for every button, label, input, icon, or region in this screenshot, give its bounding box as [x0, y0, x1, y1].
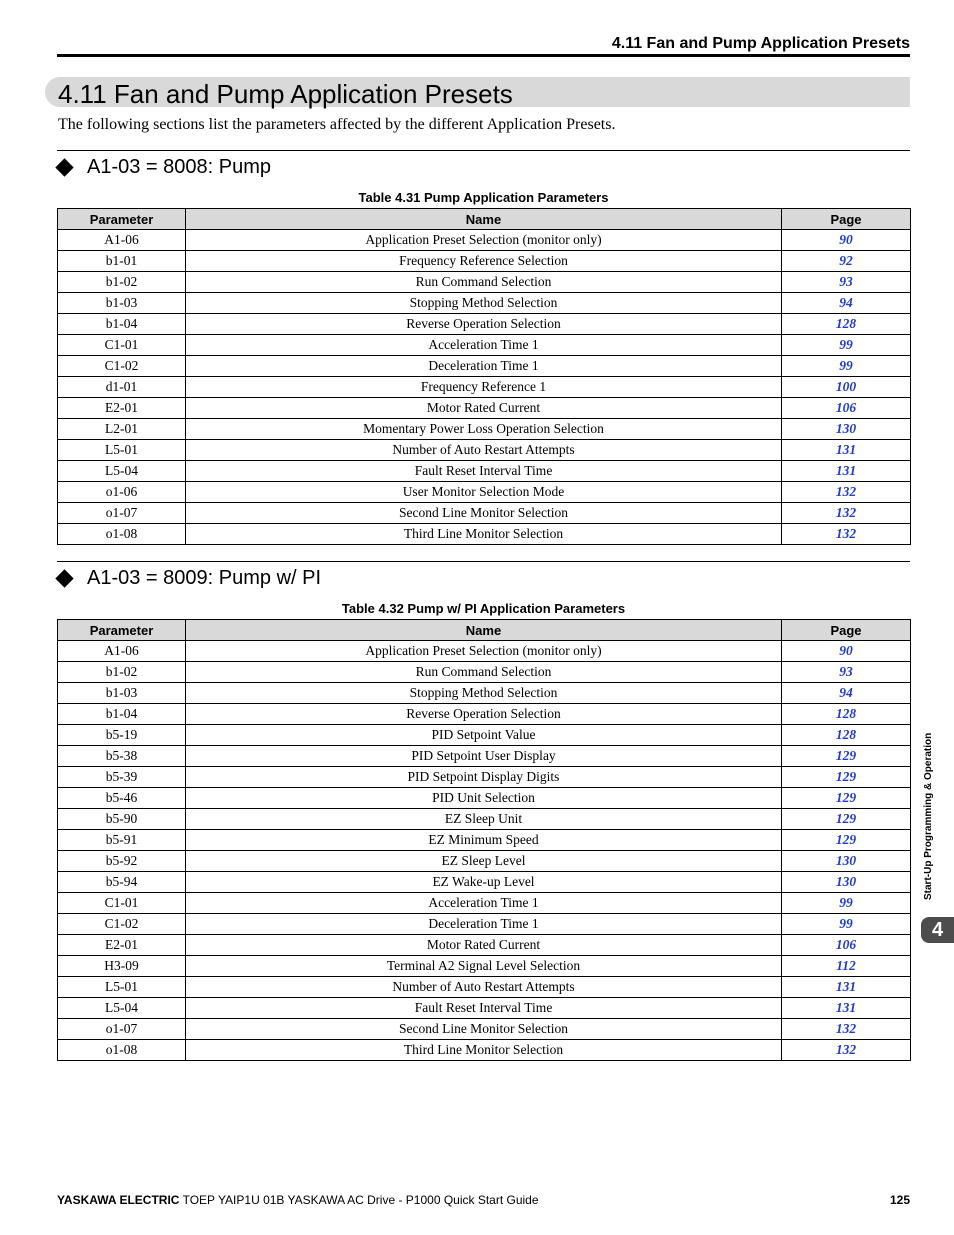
- page-link[interactable]: 132: [782, 1040, 911, 1061]
- column-header-name: Name: [186, 620, 782, 641]
- section-rule-pump-pi: [57, 561, 910, 562]
- subheading-pump-text: A1-03 = 8008: Pump: [87, 156, 272, 178]
- name-cell: Motor Rated Current: [186, 398, 782, 419]
- table-row: [58, 956, 911, 977]
- parameter-cell: o1-06: [58, 482, 186, 503]
- parameter-cell: b1-02: [58, 662, 186, 683]
- page-link[interactable]: 94: [782, 293, 911, 314]
- parameter-cell: b5-46: [58, 788, 186, 809]
- table-header-row: [58, 209, 911, 230]
- table-row: [58, 830, 911, 851]
- page-link[interactable]: 131: [782, 998, 911, 1019]
- name-cell: Motor Rated Current: [186, 935, 782, 956]
- subheading-pump-pi-text: A1-03 = 8009: Pump w/ PI: [87, 567, 322, 589]
- header-rule: [57, 54, 910, 57]
- page-link[interactable]: 99: [782, 335, 911, 356]
- table-row: [58, 1040, 911, 1061]
- parameter-cell: C1-02: [58, 356, 186, 377]
- name-cell: Application Preset Selection (monitor only): [186, 641, 782, 662]
- parameter-cell: o1-07: [58, 1019, 186, 1040]
- page-link[interactable]: 112: [782, 956, 911, 977]
- name-cell: Deceleration Time 1: [186, 356, 782, 377]
- table-row: [58, 251, 911, 272]
- name-cell: Third Line Monitor Selection: [186, 1040, 782, 1061]
- page-link[interactable]: 129: [782, 767, 911, 788]
- parameter-cell: b5-19: [58, 725, 186, 746]
- page-link[interactable]: 130: [782, 419, 911, 440]
- table-row: [58, 503, 911, 524]
- table-row: [58, 641, 911, 662]
- parameter-cell: o1-07: [58, 503, 186, 524]
- table-row: [58, 893, 911, 914]
- parameter-cell: o1-08: [58, 524, 186, 545]
- page-link[interactable]: 129: [782, 830, 911, 851]
- table-row: [58, 524, 911, 545]
- name-cell: Deceleration Time 1: [186, 914, 782, 935]
- page-link[interactable]: 92: [782, 251, 911, 272]
- page-link[interactable]: 131: [782, 440, 911, 461]
- diamond-bullet-icon: [55, 158, 73, 176]
- footer-doc-title: TOEP YAIP1U 01B YASKAWA AC Drive - P1000 Quick Start Guide: [179, 1193, 539, 1207]
- page-link[interactable]: 106: [782, 398, 911, 419]
- table-row: [58, 851, 911, 872]
- table-caption-pump-pi: Table 4.32 Pump w/ PI Application Parameters: [341, 601, 626, 616]
- running-head: 4.11 Fan and Pump Application Presets: [611, 35, 910, 52]
- footer-page-number: 125: [889, 1193, 910, 1207]
- parameter-cell: b5-38: [58, 746, 186, 767]
- table-row: [58, 662, 911, 683]
- column-header-page: Page: [782, 620, 911, 641]
- column-header-parameter: Parameter: [58, 209, 186, 230]
- chapter-side-label: [923, 732, 951, 900]
- footer-brand: YASKAWA ELECTRIC: [57, 1193, 180, 1207]
- table-row: [58, 419, 911, 440]
- table-row: [58, 935, 911, 956]
- diamond-bullet-icon: [55, 569, 73, 587]
- table-row: [58, 746, 911, 767]
- page-link[interactable]: 128: [782, 725, 911, 746]
- page-link[interactable]: 130: [782, 851, 911, 872]
- table-row: [58, 293, 911, 314]
- table-row: [58, 482, 911, 503]
- parameter-cell: L5-04: [58, 998, 186, 1019]
- table-row: [58, 272, 911, 293]
- parameter-cell: b5-90: [58, 809, 186, 830]
- page-link[interactable]: 93: [782, 272, 911, 293]
- parameter-cell: b5-39: [58, 767, 186, 788]
- table-row: [58, 314, 911, 335]
- parameter-cell: C1-01: [58, 335, 186, 356]
- name-cell: Second Line Monitor Selection: [186, 1019, 782, 1040]
- page-link[interactable]: 99: [782, 914, 911, 935]
- column-header-page: Page: [782, 209, 911, 230]
- parameter-cell: b1-02: [58, 272, 186, 293]
- name-cell: Number of Auto Restart Attempts: [186, 977, 782, 998]
- table-row: [58, 809, 911, 830]
- table-row: [58, 914, 911, 935]
- chapter-number-tab: 4: [921, 917, 954, 943]
- table-caption-pump: Table 4.31 Pump Application Parameters: [358, 190, 609, 205]
- parameter-cell: b1-03: [58, 683, 186, 704]
- column-header-parameter: Parameter: [58, 620, 186, 641]
- name-cell: User Monitor Selection Mode: [186, 482, 782, 503]
- page-link[interactable]: 129: [782, 809, 911, 830]
- name-cell: Stopping Method Selection: [186, 293, 782, 314]
- page-link[interactable]: 90: [782, 230, 911, 251]
- table-row: [58, 398, 911, 419]
- page-link[interactable]: 132: [782, 482, 911, 503]
- parameter-cell: A1-06: [58, 230, 186, 251]
- pump-pi-parameters-table: [57, 619, 911, 1061]
- parameter-cell: b5-92: [58, 851, 186, 872]
- name-cell: Reverse Operation Selection: [186, 314, 782, 335]
- page-link[interactable]: 99: [782, 893, 911, 914]
- table-row: [58, 377, 911, 398]
- section-rule-pump: [57, 150, 910, 151]
- name-cell: Fault Reset Interval Time: [186, 461, 782, 482]
- intro-text: The following sections list the parameters affected by the different Application Presets.: [58, 116, 616, 133]
- name-cell: Frequency Reference 1: [186, 377, 782, 398]
- name-cell: Acceleration Time 1: [186, 335, 782, 356]
- page-link[interactable]: 132: [782, 524, 911, 545]
- parameter-cell: b1-03: [58, 293, 186, 314]
- table-header-row: [58, 620, 911, 641]
- name-cell: PID Setpoint User Display: [186, 746, 782, 767]
- table-row: [58, 872, 911, 893]
- column-header-name: Name: [186, 209, 782, 230]
- parameter-cell: o1-08: [58, 1040, 186, 1061]
- name-cell: Run Command Selection: [186, 662, 782, 683]
- name-cell: Third Line Monitor Selection: [186, 524, 782, 545]
- subheading-pump: [55, 156, 271, 179]
- page-link[interactable]: 128: [782, 314, 911, 335]
- table-row: [58, 704, 911, 725]
- footer-doc-info: [57, 1193, 539, 1207]
- table-row: [58, 440, 911, 461]
- table-row: [58, 1019, 911, 1040]
- page-link[interactable]: 131: [782, 977, 911, 998]
- name-cell: EZ Sleep Unit: [186, 809, 782, 830]
- name-cell: Number of Auto Restart Attempts: [186, 440, 782, 461]
- parameter-cell: L5-01: [58, 440, 186, 461]
- table-row: [58, 998, 911, 1019]
- name-cell: Application Preset Selection (monitor only): [186, 230, 782, 251]
- parameter-cell: L5-04: [58, 461, 186, 482]
- page-link[interactable]: 106: [782, 935, 911, 956]
- name-cell: Second Line Monitor Selection: [186, 503, 782, 524]
- parameter-cell: H3-09: [58, 956, 186, 977]
- table-row: [58, 335, 911, 356]
- name-cell: Momentary Power Loss Operation Selection: [186, 419, 782, 440]
- parameter-cell: E2-01: [58, 935, 186, 956]
- chapter-side-label-text: Start-Up Programming & Operation: [923, 732, 934, 900]
- parameter-cell: b1-04: [58, 314, 186, 335]
- parameter-cell: L2-01: [58, 419, 186, 440]
- parameter-cell: b5-91: [58, 830, 186, 851]
- name-cell: Terminal A2 Signal Level Selection: [186, 956, 782, 977]
- name-cell: Reverse Operation Selection: [186, 704, 782, 725]
- table-row: [58, 977, 911, 998]
- page-link[interactable]: 131: [782, 461, 911, 482]
- table-row: [58, 683, 911, 704]
- page-link[interactable]: 129: [782, 746, 911, 767]
- name-cell: Run Command Selection: [186, 272, 782, 293]
- page-link[interactable]: 132: [782, 1019, 911, 1040]
- name-cell: PID Unit Selection: [186, 788, 782, 809]
- name-cell: EZ Sleep Level: [186, 851, 782, 872]
- name-cell: PID Setpoint Display Digits: [186, 767, 782, 788]
- parameter-cell: b1-01: [58, 251, 186, 272]
- name-cell: Acceleration Time 1: [186, 893, 782, 914]
- name-cell: Fault Reset Interval Time: [186, 998, 782, 1019]
- parameter-cell: A1-06: [58, 641, 186, 662]
- parameter-cell: C1-01: [58, 893, 186, 914]
- parameter-cell: E2-01: [58, 398, 186, 419]
- parameter-cell: d1-01: [58, 377, 186, 398]
- table-row: [58, 788, 911, 809]
- page-link[interactable]: 93: [782, 662, 911, 683]
- section-title: 4.11 Fan and Pump Application Presets: [58, 79, 513, 109]
- parameter-cell: b5-94: [58, 872, 186, 893]
- page-link[interactable]: 100: [782, 377, 911, 398]
- parameter-cell: L5-01: [58, 977, 186, 998]
- name-cell: PID Setpoint Value: [186, 725, 782, 746]
- page-link[interactable]: 132: [782, 503, 911, 524]
- table-row: [58, 725, 911, 746]
- name-cell: EZ Wake-up Level: [186, 872, 782, 893]
- parameter-cell: C1-02: [58, 914, 186, 935]
- page-link[interactable]: 129: [782, 788, 911, 809]
- name-cell: Frequency Reference Selection: [186, 251, 782, 272]
- name-cell: EZ Minimum Speed: [186, 830, 782, 851]
- page-link[interactable]: 99: [782, 356, 911, 377]
- table-row: [58, 230, 911, 251]
- pump-parameters-table: [57, 208, 911, 545]
- table-row: [58, 767, 911, 788]
- subheading-pump-pi: [55, 567, 321, 590]
- table-row: [58, 461, 911, 482]
- parameter-cell: b1-04: [58, 704, 186, 725]
- name-cell: Stopping Method Selection: [186, 683, 782, 704]
- page-link[interactable]: 128: [782, 704, 911, 725]
- page-link[interactable]: 94: [782, 683, 911, 704]
- page-link[interactable]: 130: [782, 872, 911, 893]
- page-link[interactable]: 90: [782, 641, 911, 662]
- table-row: [58, 356, 911, 377]
